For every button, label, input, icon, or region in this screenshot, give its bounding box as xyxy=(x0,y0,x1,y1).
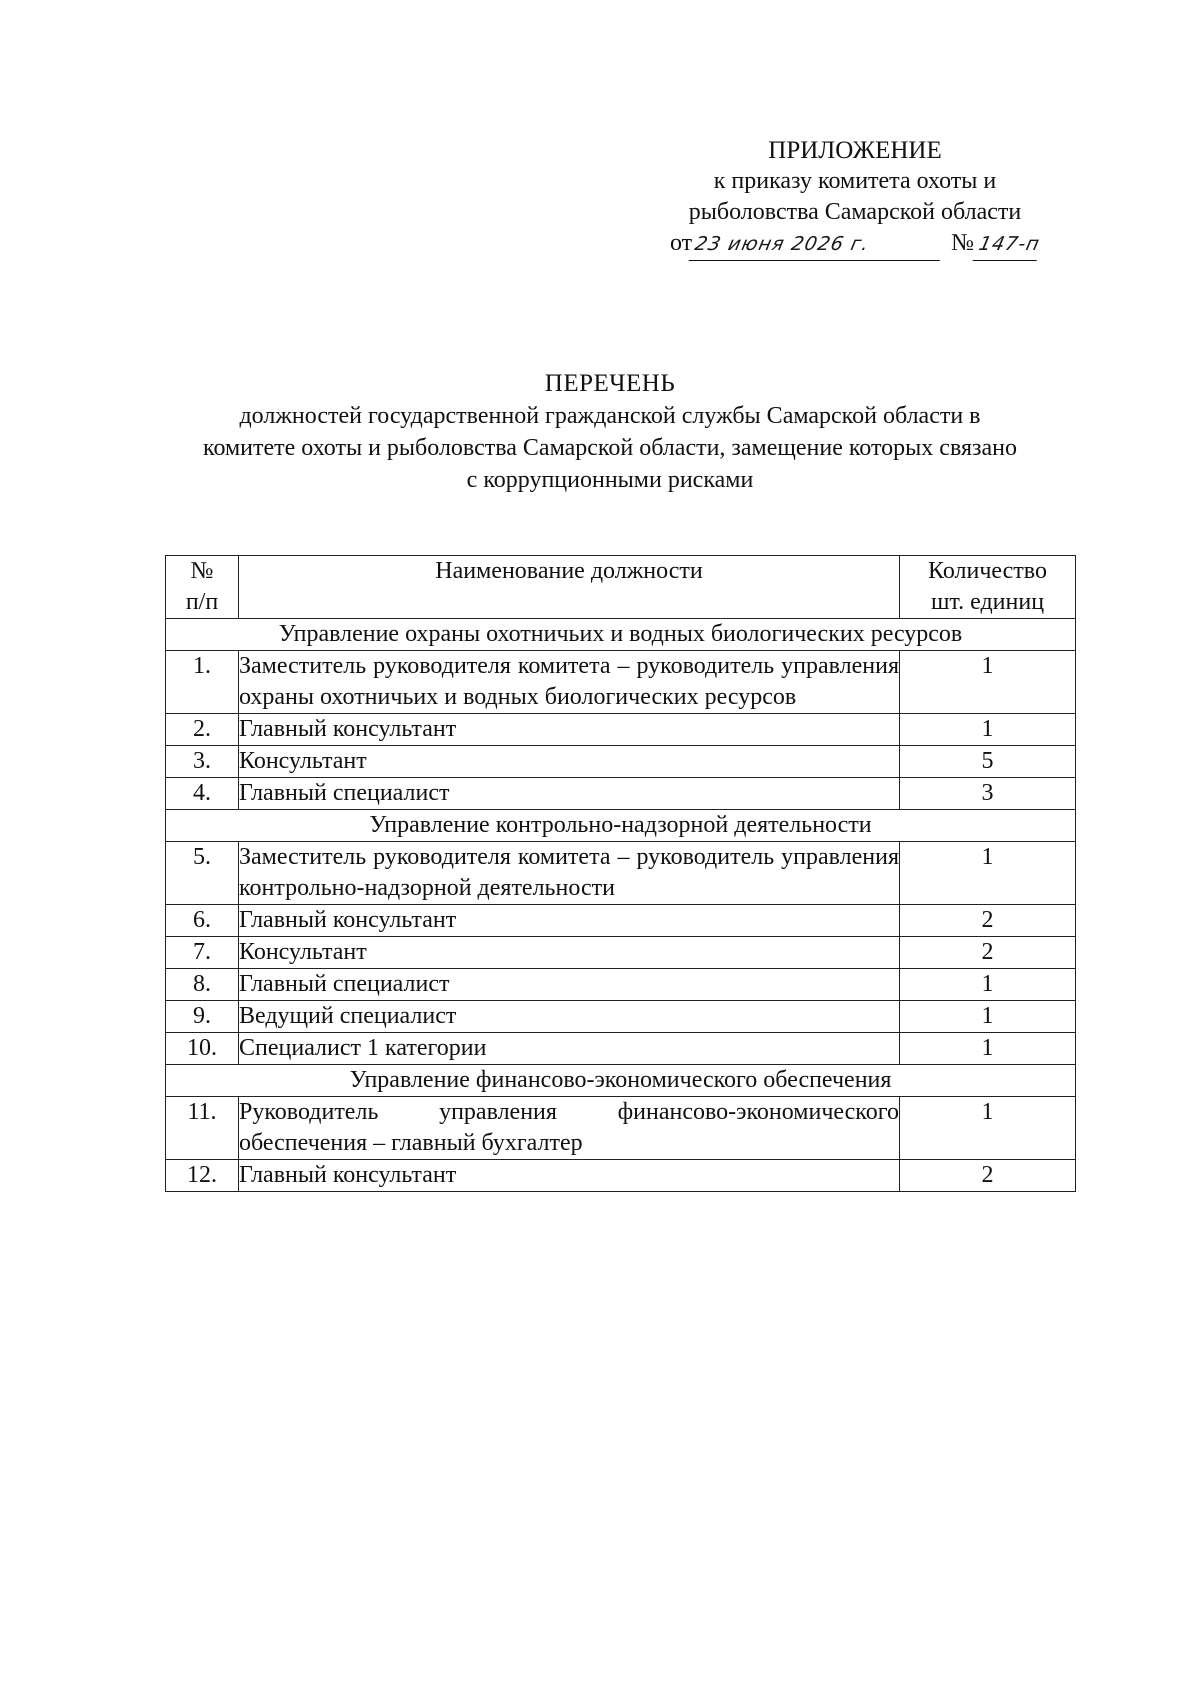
position-quantity: 2 xyxy=(900,937,1076,969)
position-quantity: 1 xyxy=(900,651,1076,714)
row-number: 7. xyxy=(166,937,239,969)
document-subtitle-line-2: комитете охоты и рыболовства Самарской области, замещение которых связано xyxy=(203,435,1017,461)
row-number: 9. xyxy=(166,1001,239,1033)
section-title: Управление финансово-экономического обеспечения xyxy=(166,1065,1076,1097)
row-number: 4. xyxy=(166,778,239,810)
document-subtitle-line-3: с коррупционными рисками xyxy=(466,467,754,493)
table-row xyxy=(166,746,1076,778)
table-row xyxy=(166,1160,1076,1192)
header-quantity xyxy=(900,556,1076,619)
header-number-line-1: № xyxy=(190,558,214,584)
table-row xyxy=(166,651,1076,714)
header-position-name: Наименование должности xyxy=(239,556,900,619)
document-heading xyxy=(150,368,1070,496)
header-number xyxy=(166,556,239,619)
row-number: 3. xyxy=(166,746,239,778)
position-quantity: 3 xyxy=(900,778,1076,810)
table-row xyxy=(166,937,1076,969)
table-row xyxy=(166,714,1076,746)
positions-table xyxy=(165,555,1076,1192)
row-number: 11. xyxy=(166,1097,239,1160)
handwritten-number: 147-п xyxy=(973,229,1044,261)
table-row xyxy=(166,1097,1076,1160)
position-quantity: 1 xyxy=(900,1097,1076,1160)
position-name: Главный консультант xyxy=(239,714,900,746)
section-title: Управление охраны охотничьих и водных биологических ресурсов xyxy=(166,619,1076,651)
position-name: Заместитель руководителя комитета – руководитель управления охраны охотничьих и водных биологических ресурсов xyxy=(239,651,900,714)
table-row xyxy=(166,1033,1076,1065)
header-quantity-line-2: шт. единиц xyxy=(930,589,1045,615)
row-number: 10. xyxy=(166,1033,239,1065)
position-name: Консультант xyxy=(239,746,900,778)
table-row xyxy=(166,969,1076,1001)
position-name: Заместитель руководителя комитета – руководитель управления контрольно-надзорной деятельности xyxy=(239,842,900,905)
position-name: Главный консультант xyxy=(239,1160,900,1192)
appendix-line-1: к приказу комитета охоты и xyxy=(713,168,997,194)
position-quantity: 1 xyxy=(900,714,1076,746)
position-name: Главный специалист xyxy=(239,969,900,1001)
row-number: 8. xyxy=(166,969,239,1001)
position-quantity: 1 xyxy=(900,1033,1076,1065)
position-quantity: 2 xyxy=(900,1160,1076,1192)
position-quantity: 2 xyxy=(900,905,1076,937)
header-quantity-line-1: Количество xyxy=(928,558,1047,584)
table-row xyxy=(166,842,1076,905)
table-body xyxy=(166,619,1076,1192)
position-quantity: 1 xyxy=(900,842,1076,905)
table-row xyxy=(166,1001,1076,1033)
position-name: Специалист 1 категории xyxy=(239,1033,900,1065)
row-number: 1. xyxy=(166,651,239,714)
document-title: ПЕРЕЧЕНЬ xyxy=(544,370,676,397)
appendix-date-line xyxy=(640,228,1070,261)
position-name: Консультант xyxy=(239,937,900,969)
position-name: Ведущий специалист xyxy=(239,1001,900,1033)
appendix-line-2: рыболовства Самарской области xyxy=(688,199,1022,225)
position-quantity: 5 xyxy=(900,746,1076,778)
section-row xyxy=(166,1065,1076,1097)
handwritten-date: 23 июня 2026 г. xyxy=(689,229,947,261)
table-row xyxy=(166,905,1076,937)
document-subtitle-line-1: должностей государственной гражданской службы Самарской области в xyxy=(239,403,981,429)
row-number: 2. xyxy=(166,714,239,746)
position-name: Руководитель управления финансово-экономического обеспечения – главный бухгалтер xyxy=(239,1097,900,1160)
section-row xyxy=(166,810,1076,842)
table-row xyxy=(166,778,1076,810)
row-number: 5. xyxy=(166,842,239,905)
position-quantity: 1 xyxy=(900,969,1076,1001)
position-name: Главный консультант xyxy=(239,905,900,937)
appendix-title: ПРИЛОЖЕНИЕ xyxy=(768,137,942,164)
header-number-line-2: п/п xyxy=(185,589,219,615)
section-title: Управление контрольно-надзорной деятельности xyxy=(166,810,1076,842)
date-prefix: от xyxy=(669,230,693,256)
number-sign: № xyxy=(951,230,975,256)
position-quantity: 1 xyxy=(900,1001,1076,1033)
row-number: 12. xyxy=(166,1160,239,1192)
appendix-block xyxy=(640,135,1070,261)
table-header-row xyxy=(166,556,1076,619)
position-name: Главный специалист xyxy=(239,778,900,810)
row-number: 6. xyxy=(166,905,239,937)
section-row xyxy=(166,619,1076,651)
